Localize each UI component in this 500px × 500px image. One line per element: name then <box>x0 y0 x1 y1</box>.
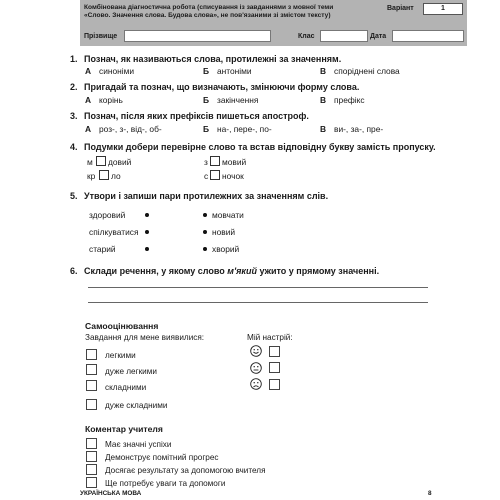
footer-subject: УКРАЇНСЬКА МОВА <box>80 490 142 497</box>
surname-label: Прізвище <box>84 33 118 40</box>
answer-line[interactable] <box>88 302 428 303</box>
difficulty-label: дуже легкими <box>105 367 157 376</box>
mood-checkbox[interactable] <box>269 379 280 390</box>
class-label: Клас <box>298 33 315 40</box>
letter-gap-box[interactable] <box>210 170 220 180</box>
variant-field[interactable]: 1 <box>423 3 463 15</box>
teacher-checkbox[interactable] <box>86 451 97 462</box>
option-b[interactable]: Б закінчення <box>203 95 259 105</box>
teacher-checkbox[interactable] <box>86 438 97 449</box>
word-prefix: з <box>204 157 208 167</box>
class-field[interactable] <box>320 30 368 42</box>
self-assessment-title: Самооцінювання <box>85 321 159 331</box>
mood-checkbox[interactable] <box>269 346 280 357</box>
option-c[interactable]: В споріднені слова <box>320 66 400 76</box>
page-number: 8 <box>428 490 432 497</box>
option-c[interactable]: В ви-, за-, пре- <box>320 124 384 134</box>
teacher-comment-label: Ще потребує уваги та допомоги <box>105 479 226 488</box>
mood-label: Мій настрій: <box>247 333 293 342</box>
right-word: мовчати <box>212 210 244 220</box>
option-b[interactable]: Б на-, пере-, по- <box>203 124 272 134</box>
self-assessment-subtitle: Завдання для мене виявилися: <box>85 333 205 342</box>
match-dot[interactable] <box>203 247 207 251</box>
left-word: спілкуватися <box>89 227 139 237</box>
option-c[interactable]: В префікс <box>320 95 365 105</box>
left-word: здоровий <box>89 210 126 220</box>
letter-gap-box[interactable] <box>99 170 109 180</box>
sad-face-icon <box>250 378 262 390</box>
difficulty-checkbox[interactable] <box>86 349 97 360</box>
mood-checkbox[interactable] <box>269 362 280 373</box>
smile-icon <box>250 345 262 357</box>
difficulty-checkbox[interactable] <box>86 364 97 375</box>
letter-gap-box[interactable] <box>96 156 106 166</box>
worksheet-title: Комбінована діагностична робота (списування із завданнями з мовної теми «Слово. Значення слова. Будова слова», не пов'язаними зі змістом тексту) <box>84 4 334 20</box>
header-panel <box>80 0 467 46</box>
teacher-comment-label: Досягає результату за допомогою вчителя <box>105 466 266 475</box>
date-label: Дата <box>370 33 387 40</box>
word-prefix: с <box>204 171 209 181</box>
answer-line[interactable] <box>88 287 428 288</box>
letter-gap-box[interactable] <box>210 156 220 166</box>
difficulty-label: складними <box>105 383 147 392</box>
match-dot[interactable] <box>203 213 207 217</box>
question-number: 1. <box>70 54 78 64</box>
variant-label: Варіант <box>387 5 414 12</box>
neutral-face-icon <box>250 362 262 374</box>
word-suffix: довий <box>108 157 132 167</box>
emphasized-word: м'який <box>227 266 257 276</box>
right-word: хворий <box>212 244 240 254</box>
match-dot[interactable] <box>145 213 149 217</box>
teacher-comment-title: Коментар учителя <box>85 424 163 434</box>
teacher-comment-label: Демонструє помітний прогрес <box>105 453 219 462</box>
difficulty-checkbox[interactable] <box>86 380 97 391</box>
word-suffix: мовий <box>222 157 247 167</box>
word-suffix: ло <box>111 171 121 181</box>
difficulty-label: дуже складними <box>105 401 168 410</box>
difficulty-label: легкими <box>105 351 136 360</box>
teacher-comment-label: Має значні успіхи <box>105 440 172 449</box>
option-b[interactable]: Б антоніми <box>203 66 252 76</box>
word-prefix: кр <box>87 171 96 181</box>
surname-field[interactable] <box>124 30 271 42</box>
question-text: Познач, як називаються слова, протилежні за значенням. <box>84 54 342 64</box>
option-a[interactable]: А роз-, з-, від-, об- <box>85 124 162 134</box>
option-a[interactable]: А синоніми <box>85 66 135 76</box>
left-word: старий <box>89 244 116 254</box>
match-dot[interactable] <box>145 230 149 234</box>
match-dot[interactable] <box>203 230 207 234</box>
word-prefix: м <box>87 157 93 167</box>
word-suffix: ночок <box>222 171 244 181</box>
teacher-checkbox[interactable] <box>86 477 97 488</box>
option-a[interactable]: А корінь <box>85 95 123 105</box>
right-word: новий <box>212 227 236 237</box>
difficulty-checkbox[interactable] <box>86 399 97 410</box>
match-dot[interactable] <box>145 247 149 251</box>
teacher-checkbox[interactable] <box>86 464 97 475</box>
date-field[interactable] <box>392 30 464 42</box>
